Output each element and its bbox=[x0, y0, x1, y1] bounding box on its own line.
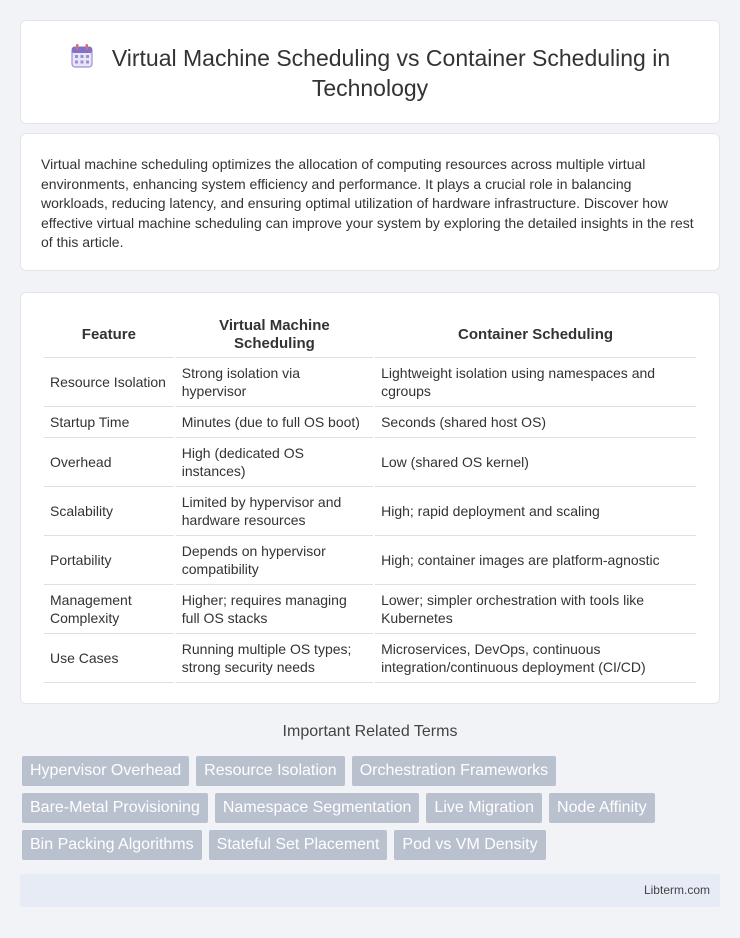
table-cell: Limited by hypervisor and hardware resources bbox=[176, 487, 373, 536]
table-cell: High; rapid deployment and scaling bbox=[375, 487, 696, 536]
table-cell: High (dedicated OS instances) bbox=[176, 438, 373, 487]
tag-bare-metal-provisioning[interactable]: Bare-Metal Provisioning bbox=[22, 793, 208, 823]
table-row bbox=[44, 438, 696, 487]
tag-pod-vs-vm-density[interactable]: Pod vs VM Density bbox=[394, 830, 545, 860]
tag-row bbox=[22, 830, 722, 860]
table-cell: Management Complexity bbox=[44, 585, 174, 634]
page-title bbox=[21, 43, 719, 103]
title-line-2: Technology bbox=[311, 75, 429, 101]
header-feature: Feature bbox=[44, 313, 174, 358]
tag-stateful-set-placement[interactable]: Stateful Set Placement bbox=[209, 830, 388, 860]
header-container-scheduling: Container Scheduling bbox=[375, 313, 696, 358]
title-line-1: Virtual Machine Scheduling vs Container Scheduling in bbox=[111, 45, 671, 71]
table-cell: Portability bbox=[44, 536, 174, 585]
table-cell: Lower; simpler orchestration with tools like Kubernetes bbox=[375, 585, 696, 634]
table-cell: Seconds (shared host OS) bbox=[375, 407, 696, 438]
table-row bbox=[44, 634, 696, 683]
table-cell: Overhead bbox=[44, 438, 174, 487]
table-row bbox=[44, 407, 696, 438]
table-header-row bbox=[44, 313, 696, 358]
table-cell: Startup Time bbox=[44, 407, 174, 438]
table-cell: Higher; requires managing full OS stacks bbox=[176, 585, 373, 634]
comparison-card bbox=[20, 292, 720, 704]
table-cell: Lightweight isolation using namespaces and cgroups bbox=[375, 358, 696, 407]
tag-row bbox=[22, 756, 722, 786]
tag-resource-isolation[interactable]: Resource Isolation bbox=[196, 756, 345, 786]
table-cell: Low (shared OS kernel) bbox=[375, 438, 696, 487]
footer-site-link[interactable]: Libterm.com bbox=[643, 883, 710, 897]
table-cell: Scalability bbox=[44, 487, 174, 536]
tag-bin-packing-algorithms[interactable]: Bin Packing Algorithms bbox=[22, 830, 202, 860]
table-cell: Use Cases bbox=[44, 634, 174, 683]
tag-node-affinity[interactable]: Node Affinity bbox=[549, 793, 655, 823]
header-vm-scheduling: Virtual Machine Scheduling bbox=[176, 313, 373, 358]
table-cell: Minutes (due to full OS boot) bbox=[176, 407, 373, 438]
intro-card bbox=[20, 133, 720, 271]
table-cell: High; container images are platform-agnostic bbox=[375, 536, 696, 585]
footer bbox=[20, 874, 720, 907]
tag-namespace-segmentation[interactable]: Namespace Segmentation bbox=[215, 793, 420, 823]
table-row bbox=[44, 536, 696, 585]
tag-hypervisor-overhead[interactable]: Hypervisor Overhead bbox=[22, 756, 189, 786]
tag-live-migration[interactable]: Live Migration bbox=[426, 793, 542, 823]
related-terms bbox=[22, 756, 722, 867]
table-cell: Strong isolation via hypervisor bbox=[176, 358, 373, 407]
intro-paragraph: Virtual machine scheduling optimizes the allocation of computing resources across multiple virtual environments, enhancing system efficiency and performance. It plays a crucial role in balancing workloads, reducing latency, and ensuring optimal utilization of hardware infrastructure. Discover how effective virtual machine scheduling can improve your system by exploring the detailed insights in the rest of this article. bbox=[41, 156, 694, 251]
title-card bbox=[20, 20, 720, 124]
table-row bbox=[44, 487, 696, 536]
table-cell: Running multiple OS types; strong security needs bbox=[176, 634, 373, 683]
table-row bbox=[44, 585, 696, 634]
comparison-table bbox=[42, 313, 698, 683]
table-row bbox=[44, 358, 696, 407]
table-cell: Resource Isolation bbox=[44, 358, 174, 407]
tag-row bbox=[22, 793, 722, 823]
table-cell: Microservices, DevOps, continuous integration/continuous deployment (CI/CD) bbox=[375, 634, 696, 683]
calendar-icon bbox=[70, 43, 94, 69]
related-terms-heading: Important Related Terms bbox=[282, 723, 458, 740]
table-cell: Depends on hypervisor compatibility bbox=[176, 536, 373, 585]
tag-orchestration-frameworks[interactable]: Orchestration Frameworks bbox=[352, 756, 557, 786]
